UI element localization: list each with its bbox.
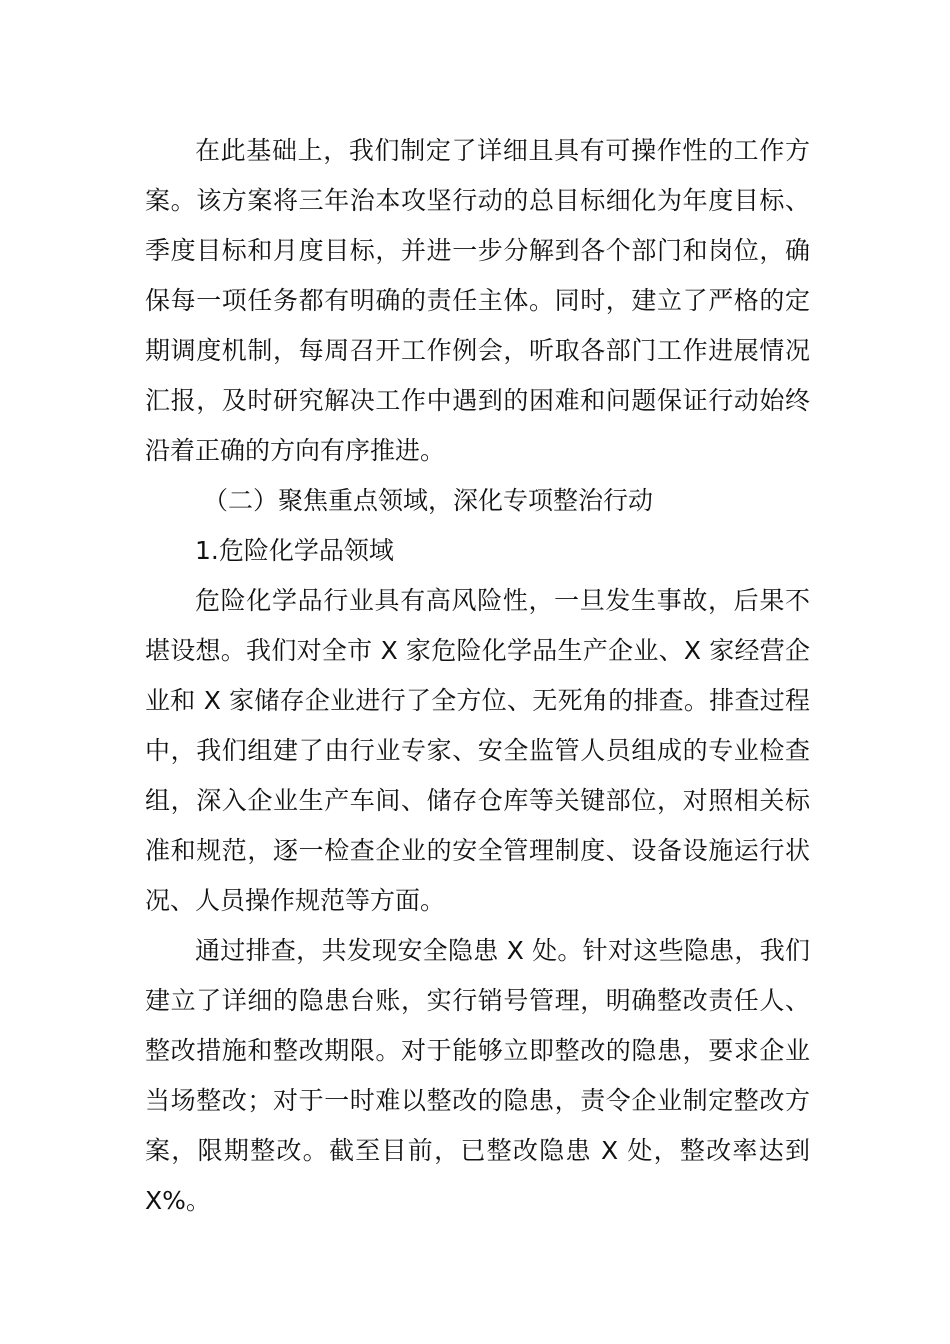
paragraph-hazardous-chemicals-inspection: 危险化学品行业具有高风险性，一旦发生事故，后果不堪设想。我们对全市 X 家危险化学品生产企业、X 家经营企业和 X 家储存企业进行了全方位、无死角的排查。排查过程中，我们组建了由行业专家、安全监管人员组成的专业检查组，深入企业生产车间、储存仓库等关键部位，对照相关标准和规范，逐一检查企业的安全管理制度、设备设施运行状况、人员操作规范等方面。 (145, 586, 810, 915)
document-body (145, 126, 810, 1226)
paragraph-hazard-rectification: 通过排查，共发现安全隐患 X 处。针对这些隐患，我们建立了详细的隐患台账，实行销号管理，明确整改责任人、整改措施和整改期限。对于能够立即整改的隐患，要求企业当场整改；对于一时难以整改的隐患，责令企业制定整改方案，限期整改。截至目前，已整改隐患 X 处，整改率达到 X%。 (145, 936, 810, 1215)
subsection-heading-hazardous-chemicals: 1.危险化学品领域 (195, 536, 394, 565)
section-heading-focus-areas: （二）聚焦重点领域，深化专项整治行动 (203, 486, 654, 515)
paragraph-work-plan: 在此基础上，我们制定了详细且具有可操作性的工作方案。该方案将三年治本攻坚行动的总目标细化为年度目标、季度目标和月度目标，并进一步分解到各个部门和岗位，确保每一项任务都有明确的责任主体。同时，建立了严格的定期调度机制，每周召开工作例会，听取各部门工作进展情况汇报，及时研究解决工作中遇到的困难和问题保证行动始终沿着正确的方向有序推进。 (145, 136, 810, 465)
